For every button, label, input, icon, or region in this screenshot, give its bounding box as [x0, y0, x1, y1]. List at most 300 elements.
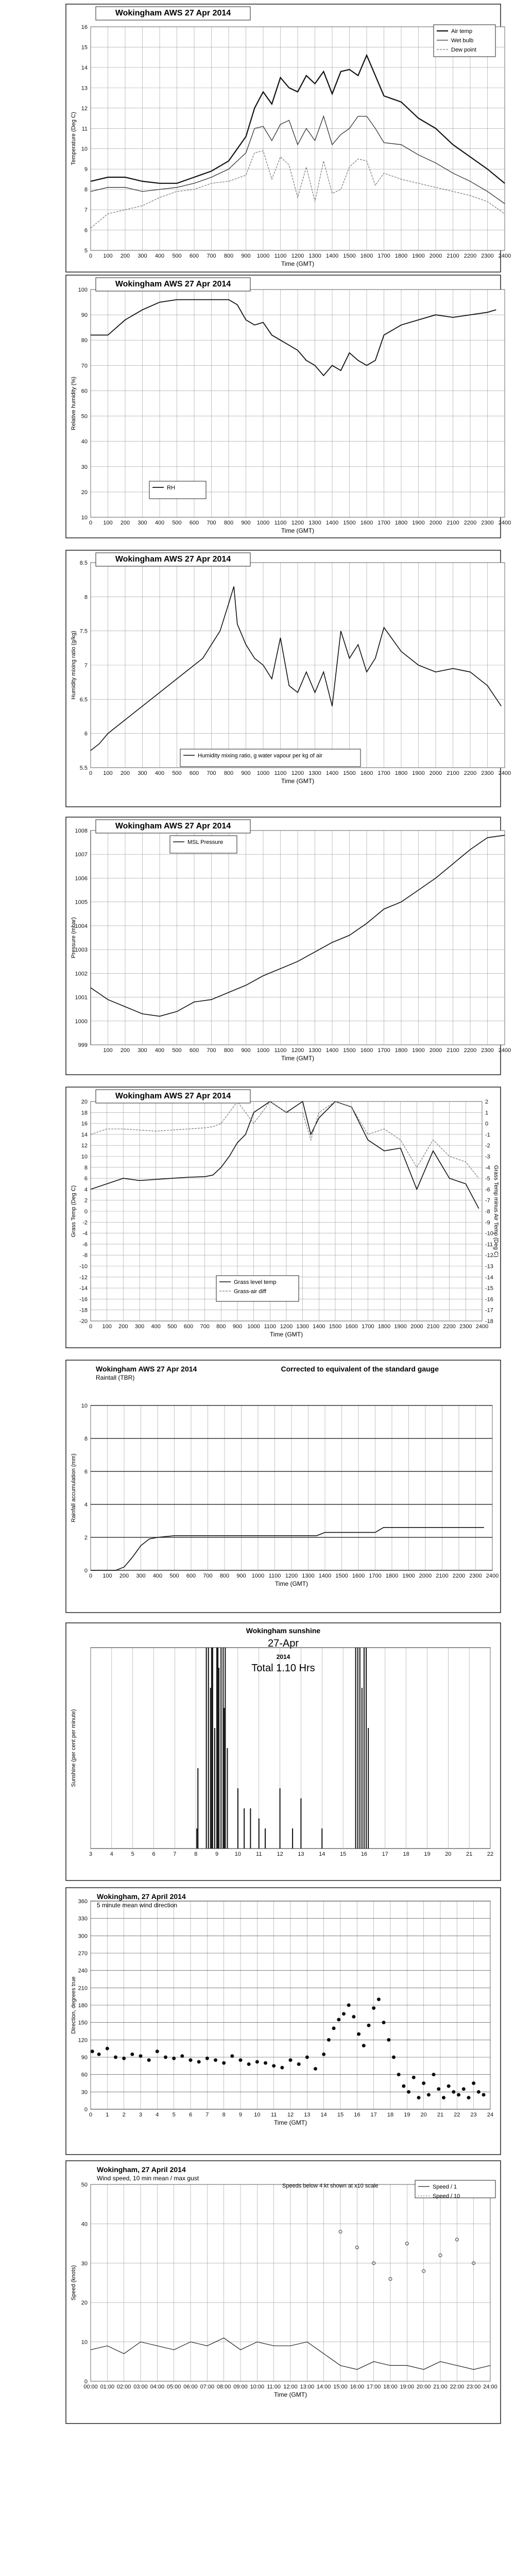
x-axis-label: Time (GMT): [273, 2391, 307, 2398]
x-tick-label: 2400: [498, 1047, 511, 1054]
wind-direction-point: [197, 2060, 201, 2063]
x-tick-label: 0: [89, 2112, 93, 2118]
x-tick-label: 700: [207, 1047, 216, 1054]
y-tick-label: 16: [81, 1121, 88, 1127]
wind-direction-point: [164, 2056, 167, 2059]
x-tick-label: 1100: [274, 770, 287, 776]
y-tick-label: 0: [84, 1568, 88, 1574]
x-axis-label: Time (GMT): [281, 1055, 315, 1062]
y-tick-label: 6: [84, 1469, 88, 1475]
x-tick-label: 1900: [412, 520, 425, 526]
x-tick-label: 2000: [419, 1573, 432, 1579]
x-tick-label: 15: [337, 2112, 344, 2118]
y-tick-label: 10: [81, 515, 88, 521]
x-tick-label: 1000: [256, 770, 270, 776]
wind-direction-point: [297, 2062, 301, 2066]
x-tick-label: 900: [241, 253, 251, 259]
x-tick-label: 21: [466, 1851, 473, 1857]
chart-panel-sunshine: [66, 1623, 501, 1880]
x-tick-label: 600: [186, 1573, 196, 1579]
y2-tick-label: 1: [485, 1110, 489, 1116]
x-tick-label: 1700: [369, 1573, 382, 1579]
wind-direction-point: [114, 2056, 117, 2059]
wind-direction-point: [362, 2044, 366, 2047]
x-tick-label: 1400: [325, 770, 339, 776]
x-tick-label: 2100: [447, 770, 459, 776]
legend-label: MSL Pressure: [187, 839, 224, 845]
x-tick-label: 2400: [486, 1573, 499, 1579]
x-tick-label: 100: [102, 1573, 112, 1579]
x-tick-label: 1900: [394, 1324, 407, 1330]
x-tick-label: 1500: [343, 253, 356, 259]
y-tick-label: 6: [84, 1176, 88, 1182]
y-tick-label: 50: [81, 2182, 88, 2188]
y2-tick-label: -15: [485, 1285, 493, 1292]
y-tick-label: 8: [84, 594, 88, 601]
x-tick-label: 1800: [394, 770, 408, 776]
x-tick-label: 1000: [247, 1324, 260, 1330]
x-tick-label: 1600: [352, 1573, 365, 1579]
x-tick-label: 2000: [429, 770, 442, 776]
wind-direction-point: [180, 2054, 184, 2058]
x-tick-label: 17: [382, 1851, 388, 1857]
x-tick-label: 9: [238, 2112, 243, 2118]
x-tick-label: 300: [138, 253, 147, 259]
x-tick-label: 2200: [452, 1573, 466, 1579]
wind-direction-point: [452, 2090, 455, 2094]
x-tick-label: 1400: [318, 1573, 332, 1579]
wind-direction-point: [130, 2053, 134, 2056]
x-tick-label: 200: [120, 1047, 130, 1054]
wind-direction-point: [272, 2064, 276, 2067]
x-tick-label: 12: [287, 2112, 294, 2118]
y-tick-label: 999: [78, 1042, 88, 1048]
y-tick-label: 1003: [75, 947, 88, 954]
x-tick-label: 03:00: [133, 2384, 148, 2390]
chart-title: Wokingham AWS 27 Apr 2014: [115, 555, 231, 564]
x-tick-label: 1700: [377, 520, 390, 526]
wind-direction-point: [472, 2081, 475, 2085]
sunshine-year: 2014: [276, 1653, 290, 1660]
x-tick-label: 00:00: [83, 2384, 98, 2390]
x-tick-label: 2100: [447, 253, 459, 259]
x-tick-label: 1500: [329, 1324, 342, 1330]
x-tick-label: 22: [454, 2112, 460, 2118]
x-tick-label: 1100: [274, 253, 287, 259]
wind-direction-point: [422, 2081, 425, 2085]
wind-direction-point: [372, 2006, 375, 2010]
x-tick-label: 1500: [343, 1047, 356, 1054]
chart-panel-pressure: [66, 817, 511, 1075]
x-tick-label: 1400: [325, 1047, 339, 1054]
wind-direction-point: [106, 2047, 109, 2050]
wind-direction-point: [222, 2061, 226, 2065]
x-tick-label: 06:00: [183, 2384, 198, 2390]
x-tick-label: 800: [224, 770, 234, 776]
y-axis-label: Temperature (Deg C): [71, 112, 77, 165]
wind-direction-point: [156, 2049, 159, 2053]
x-tick-label: 11: [256, 1851, 262, 1857]
y-tick-label: 20: [81, 489, 88, 496]
x-tick-label: 1100: [274, 1047, 287, 1054]
wind-direction-point: [322, 2053, 325, 2056]
y-tick-label: 12: [81, 1143, 88, 1149]
x-tick-label: 15: [339, 1851, 347, 1857]
y-tick-label: 30: [81, 2089, 88, 2096]
x-tick-label: 800: [224, 1047, 234, 1054]
wind-direction-point: [442, 2096, 445, 2099]
x-tick-label: 600: [189, 770, 199, 776]
x-tick-label: 100: [103, 520, 113, 526]
x-tick-label: 700: [200, 1324, 210, 1330]
x-tick-label: 300: [138, 770, 147, 776]
y-axis-label: Rainfall accumulation (mm): [71, 1453, 77, 1522]
x-tick-label: 0: [89, 1324, 93, 1330]
wind-direction-point: [91, 2049, 94, 2053]
x-tick-label: 1000: [256, 520, 270, 526]
y-tick-label: 1002: [75, 971, 88, 977]
x-tick-label: 1000: [251, 1573, 265, 1579]
x-tick-label: 0: [89, 253, 93, 259]
x-tick-label: 04:00: [150, 2384, 165, 2390]
x-tick-label: 1000: [256, 253, 270, 259]
wind-direction-point: [432, 2073, 436, 2076]
y2-tick-label: -16: [485, 1296, 493, 1303]
x-tick-label: 1900: [402, 1573, 415, 1579]
y-tick-label: 8.5: [79, 560, 88, 566]
x-tick-label: 900: [232, 1324, 243, 1330]
y-tick-label: 20: [81, 1099, 88, 1105]
x-tick-label: 2000: [429, 253, 442, 259]
wind-direction-point: [467, 2096, 470, 2099]
y-tick-label: 0: [84, 1209, 88, 1215]
x-tick-label: 300: [136, 1573, 146, 1579]
x-tick-label: 900: [241, 520, 251, 526]
x-tick-label: 500: [172, 253, 182, 259]
legend-label: Humidity mixing ratio, g water vapour per kg of air: [198, 753, 323, 759]
y2-tick-label: -18: [485, 1318, 493, 1325]
y2-tick-label: -1: [485, 1131, 490, 1138]
x-tick-label: 2300: [481, 770, 494, 776]
wind-direction-point: [427, 2093, 431, 2096]
x-tick-label: 13:00: [300, 2384, 315, 2390]
x-axis-label: Time (GMT): [281, 777, 315, 785]
wind-direction-point: [387, 2038, 390, 2042]
x-tick-label: 0: [89, 1573, 93, 1579]
y-tick-label: 100: [78, 287, 88, 293]
x-tick-label: 17:00: [366, 2384, 381, 2390]
chart-subtitle: Wind speed, 10 min mean / max gust: [97, 2175, 199, 2182]
x-tick-label: 1900: [412, 1047, 425, 1054]
x-tick-label: 18: [403, 1851, 409, 1857]
y-tick-label: 1005: [75, 899, 88, 906]
y-tick-label: -6: [82, 1241, 88, 1248]
x-tick-label: 1500: [335, 1573, 348, 1579]
y-tick-label: 4: [84, 1187, 88, 1193]
x-tick-label: 1100: [268, 1573, 281, 1579]
y-tick-label: 7.5: [79, 628, 88, 635]
y-tick-label: 60: [81, 2072, 88, 2078]
x-tick-label: 1200: [291, 520, 304, 526]
x-tick-label: 4: [156, 2112, 159, 2118]
x-tick-label: 3: [89, 1851, 93, 1857]
x-tick-label: 16: [360, 1851, 368, 1857]
chart-subtitle: Raintall (TBR): [96, 1374, 135, 1381]
wind-direction-point: [397, 2073, 401, 2076]
x-tick-label: 700: [203, 1573, 213, 1579]
x-tick-label: 21:00: [433, 2384, 448, 2390]
x-tick-label: 14: [319, 1851, 325, 1857]
wind-direction-point: [255, 2060, 259, 2063]
x-tick-label: 600: [183, 1324, 194, 1330]
x-tick-label: 16: [354, 2112, 360, 2118]
x-tick-label: 900: [241, 770, 251, 776]
x-tick-label: 1600: [360, 770, 373, 776]
wind-direction-point: [327, 2038, 331, 2042]
x-tick-label: 700: [207, 770, 216, 776]
x-tick-label: 1300: [308, 770, 321, 776]
x-tick-label: 1: [106, 2112, 109, 2118]
y-tick-label: 360: [78, 1899, 88, 1905]
x-tick-label: 1500: [343, 520, 356, 526]
chart-panel-mixing: [66, 550, 511, 807]
x-tick-label: 0: [89, 520, 93, 526]
wind-direction-point: [357, 2032, 360, 2036]
x-tick-label: 300: [134, 1324, 145, 1330]
wind-direction-point: [417, 2096, 420, 2099]
x-tick-label: 18: [387, 2112, 394, 2118]
y2-tick-label: -10: [485, 1230, 493, 1237]
x-tick-label: 500: [167, 1324, 177, 1330]
x-tick-label: 1600: [360, 520, 373, 526]
y-tick-label: 11: [81, 126, 88, 132]
y2-tick-label: -12: [485, 1252, 493, 1259]
x-tick-label: 800: [219, 1573, 230, 1579]
x-tick-label: 1200: [291, 1047, 304, 1054]
chart-title: Wokingham, 27 April 2014: [97, 2165, 186, 2174]
y-tick-label: 1001: [75, 994, 88, 1001]
x-tick-label: 15:00: [333, 2384, 348, 2390]
x-tick-label: 500: [172, 520, 182, 526]
x-tick-label: 14: [320, 2112, 327, 2118]
y-tick-label: 90: [81, 312, 88, 319]
wind-direction-point: [280, 2066, 284, 2070]
y-tick-label: 0: [84, 2107, 88, 2113]
x-tick-label: 19:00: [400, 2384, 415, 2390]
y-tick-label: 0: [84, 2379, 88, 2385]
x-tick-label: 1700: [377, 253, 390, 259]
y2-tick-label: -9: [485, 1219, 490, 1226]
y-tick-label: 50: [81, 413, 88, 420]
legend-label: Grass level temp: [234, 1279, 277, 1285]
x-tick-label: 1000: [256, 1047, 270, 1054]
y-tick-label: 10: [81, 1403, 88, 1409]
wind-direction-point: [289, 2058, 293, 2062]
y-tick-label: 30: [81, 2260, 88, 2267]
x-tick-label: 2400: [475, 1324, 489, 1330]
x-tick-label: 800: [216, 1324, 226, 1330]
x-tick-label: 20: [445, 1851, 452, 1857]
y-tick-label: 15: [81, 44, 88, 51]
wind-direction-point: [477, 2090, 480, 2094]
x-tick-label: 01:00: [100, 2384, 115, 2390]
x-tick-label: 7: [173, 1851, 177, 1857]
y-tick-label: 240: [78, 1968, 88, 1974]
x-tick-label: 23:00: [466, 2384, 481, 2390]
y-axis-label: Relative humidity (%): [71, 377, 77, 430]
x-tick-label: 900: [241, 1047, 251, 1054]
x-tick-label: 1600: [360, 253, 373, 259]
wind-direction-point: [214, 2058, 217, 2062]
x-tick-label: 17: [370, 2112, 377, 2118]
wind-direction-point: [392, 2056, 396, 2059]
y-tick-label: 5.5: [79, 765, 88, 771]
x-tick-label: 10: [234, 1851, 242, 1857]
y2-tick-label: -2: [485, 1143, 490, 1149]
x-tick-label: 400: [154, 770, 165, 776]
chart-title: Wokingham AWS 27 Apr 2014: [115, 822, 231, 831]
y-tick-label: -8: [82, 1252, 88, 1259]
y-tick-label: 70: [81, 363, 88, 369]
legend-label: Speed / 10: [433, 2193, 460, 2199]
x-tick-label: 2400: [498, 770, 511, 776]
wind-direction-point: [239, 2058, 243, 2062]
x-tick-label: 1700: [377, 770, 390, 776]
x-tick-label: 400: [154, 253, 165, 259]
x-tick-label: 11: [270, 2112, 277, 2118]
y2-tick-label: -3: [485, 1154, 490, 1160]
x-tick-label: 2400: [498, 253, 511, 259]
y-tick-label: 270: [78, 1951, 88, 1957]
x-tick-label: 18:00: [383, 2384, 398, 2390]
x-tick-label: 21: [437, 2112, 444, 2118]
x-tick-label: 13: [304, 2112, 311, 2118]
y-tick-label: -20: [79, 1318, 88, 1325]
x-tick-label: 1800: [394, 1047, 408, 1054]
chart-title: Wokingham sunshine: [246, 1626, 321, 1635]
x-tick-label: 1100: [274, 520, 287, 526]
x-tick-label: 6: [188, 2112, 193, 2118]
x-axis-label: Time (GMT): [274, 1580, 308, 1587]
x-tick-label: 13: [298, 1851, 304, 1857]
y-tick-label: 8: [84, 1436, 88, 1442]
wind-direction-point: [247, 2062, 251, 2066]
y-axis-label: Pressure (mbar): [71, 917, 77, 958]
x-tick-label: 2: [122, 2112, 126, 2118]
sunshine-date: 27-Apr: [267, 1638, 299, 1649]
y-tick-label: 6: [84, 227, 88, 234]
wind-direction-point: [462, 2087, 466, 2091]
x-tick-label: 1900: [412, 770, 425, 776]
y-tick-label: 1008: [75, 828, 88, 834]
x-tick-label: 1800: [394, 520, 408, 526]
sunshine-total: Total 1.10 Hrs: [251, 1663, 315, 1674]
x-tick-label: 100: [103, 253, 113, 259]
wind-direction-point: [407, 2090, 410, 2094]
x-tick-label: 1800: [377, 1324, 391, 1330]
x-tick-label: 2200: [464, 253, 477, 259]
y-axis-label: Sunshine (per cent per minute): [71, 1709, 77, 1787]
x-tick-label: 20: [420, 2112, 427, 2118]
wind-direction-point: [230, 2054, 234, 2058]
y-tick-label: -12: [79, 1274, 88, 1281]
wind-direction-point: [342, 2012, 346, 2015]
y-tick-label: 1004: [75, 923, 88, 929]
x-tick-label: 1100: [264, 1324, 277, 1330]
y-tick-label: 30: [81, 464, 88, 470]
x-axis-label: Time (GMT): [281, 260, 315, 267]
y-tick-label: 4: [84, 1502, 88, 1508]
x-tick-label: 1700: [362, 1324, 374, 1330]
y-tick-label: 5: [84, 248, 88, 254]
chart-title: Wokingham AWS 27 Apr 2014: [115, 280, 231, 289]
x-tick-label: 10: [254, 2112, 261, 2118]
x-tick-label: 19: [404, 2112, 410, 2118]
y-tick-label: 1007: [75, 852, 88, 858]
y-tick-label: 300: [78, 1933, 88, 1940]
y-tick-label: 210: [78, 1985, 88, 1992]
chart-title: Wokingham AWS 27 Apr 2014: [115, 1092, 231, 1100]
y-tick-label: -10: [79, 1263, 88, 1270]
chart-title: Wokingham AWS 27 Apr 2014: [96, 1365, 197, 1373]
x-tick-label: 400: [151, 1324, 161, 1330]
y2-tick-label: -7: [485, 1197, 490, 1204]
legend-label: Dew point: [451, 47, 476, 53]
x-tick-label: 0: [89, 770, 93, 776]
x-tick-label: 100: [103, 770, 113, 776]
y-tick-label: 40: [81, 438, 88, 445]
chart-title: Wokingham, 27 April 2014: [97, 1892, 186, 1901]
y-tick-label: 7: [84, 207, 88, 214]
chart-panel-temperature: [66, 4, 511, 272]
wind-direction-point: [347, 2004, 351, 2007]
x-tick-label: 2300: [459, 1324, 472, 1330]
wind-direction-point: [352, 2015, 355, 2019]
x-tick-label: 11:00: [267, 2384, 281, 2390]
x-tick-label: 1600: [345, 1324, 358, 1330]
y-tick-label: 40: [81, 2221, 88, 2228]
y2-tick-label: -6: [485, 1187, 490, 1193]
y-tick-label: 1006: [75, 875, 88, 882]
x-tick-label: 2300: [469, 1573, 482, 1579]
wind-direction-point: [482, 2093, 486, 2096]
y-tick-label: 14: [81, 64, 88, 71]
x-tick-label: 2000: [429, 520, 442, 526]
x-tick-label: 07:00: [200, 2384, 215, 2390]
x-tick-label: 1400: [325, 520, 339, 526]
x-tick-label: 1300: [296, 1324, 309, 1330]
y-tick-label: 6: [84, 731, 88, 737]
x-tick-label: 2300: [481, 520, 494, 526]
y-tick-label: 60: [81, 388, 88, 395]
x-tick-label: 1200: [285, 1573, 298, 1579]
y-tick-label: 9: [84, 166, 88, 173]
x-tick-label: 1300: [308, 1047, 321, 1054]
x-tick-label: 1200: [291, 770, 304, 776]
x-tick-label: 200: [120, 770, 130, 776]
wind-direction-point: [412, 2076, 416, 2079]
x-tick-label: 2200: [464, 770, 477, 776]
x-tick-label: 2200: [464, 1047, 477, 1054]
x-tick-label: 2100: [447, 1047, 459, 1054]
wind-direction-point: [122, 2057, 126, 2060]
wind-direction-point: [264, 2061, 267, 2065]
x-tick-label: 500: [169, 1573, 179, 1579]
chart-subtitle-2: Speeds below 4 kt shown at x10 scale: [282, 2183, 379, 2189]
wind-direction-point: [172, 2057, 176, 2060]
x-tick-label: 20:00: [416, 2384, 431, 2390]
y-tick-label: 14: [81, 1131, 88, 1138]
